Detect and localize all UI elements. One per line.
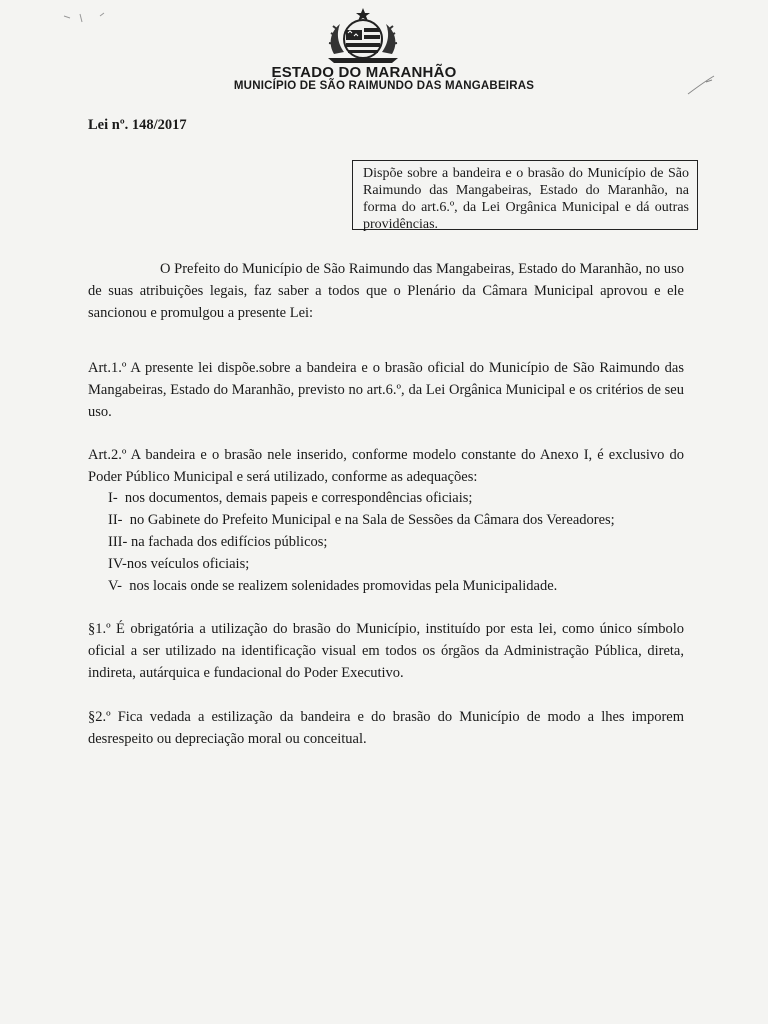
paragraph-2: §2.º Fica vedada a estilização da bandeira e do brasão do Município de modo a lhes imporem desrespeito ou depreciação moral ou conceitual. — [88, 709, 684, 747]
list-item: V- nos locais onde se realizem solenidades promovidas pela Municipalidade. — [108, 578, 558, 594]
coat-of-arms-icon — [320, 6, 406, 64]
scan-mark-icon — [60, 10, 120, 26]
article-2-list — [108, 487, 708, 597]
list-item: II- no Gabinete do Prefeito Municipal e na Sala de Sessões da Câmara dos Vereadores; — [108, 512, 615, 528]
law-number: Lei nº. 148/2017 — [88, 117, 187, 133]
list-item: I- nos documentos, demais papeis e correspondências oficiais; — [108, 490, 473, 506]
ementa-box: Dispõe sobre a bandeira e o brasão do Município de São Raimundo das Mangabeiras, Estado do Maranhão, na forma do art.6.º, da Lei Orgânica Municipal e dá outras providências. — [352, 160, 698, 230]
list-item: III- na fachada dos edifícios públicos; — [108, 534, 328, 550]
state-title: ESTADO DO MARANHÃO — [271, 64, 457, 81]
paragraph-1: §1.º É obrigatória a utilização do brasão do Município, instituído por esta lei, como único símbolo oficial a ser utilizado na identificação visual em todos os órgãos da Administração Pública, direta, indireta, autárquica e fundacional do Poder Executivo. — [88, 621, 684, 681]
scan-mark-icon — [684, 72, 720, 98]
municipality-subtitle: MUNICÍPIO DE SÃO RAIMUNDO DAS MANGABEIRAS — [233, 80, 535, 92]
article-1: Art.1.º A presente lei dispõe.sobre a bandeira e o brasão oficial do Município de São Raimundo das Mangabeiras, Estado do Maranhão, previsto no art.6.º, da Lei Orgânica Municipal e os critérios de seu uso. — [88, 360, 684, 420]
article-2: Art.2.º A bandeira e o brasão nele inserido, conforme modelo constante do Anexo I, é exclusivo do Poder Público Municipal e será utilizado, conforme as adequações: — [88, 447, 684, 485]
list-item: IV-nos veículos oficiais; — [108, 556, 250, 572]
intro-paragraph: O Prefeito do Município de São Raimundo das Mangabeiras, Estado do Maranhão, no uso de suas atribuições legais, faz saber a todos que o Plenário da Câmara Municipal aprovou e ele sancionou e promulgou a presente Lei: — [88, 261, 684, 321]
